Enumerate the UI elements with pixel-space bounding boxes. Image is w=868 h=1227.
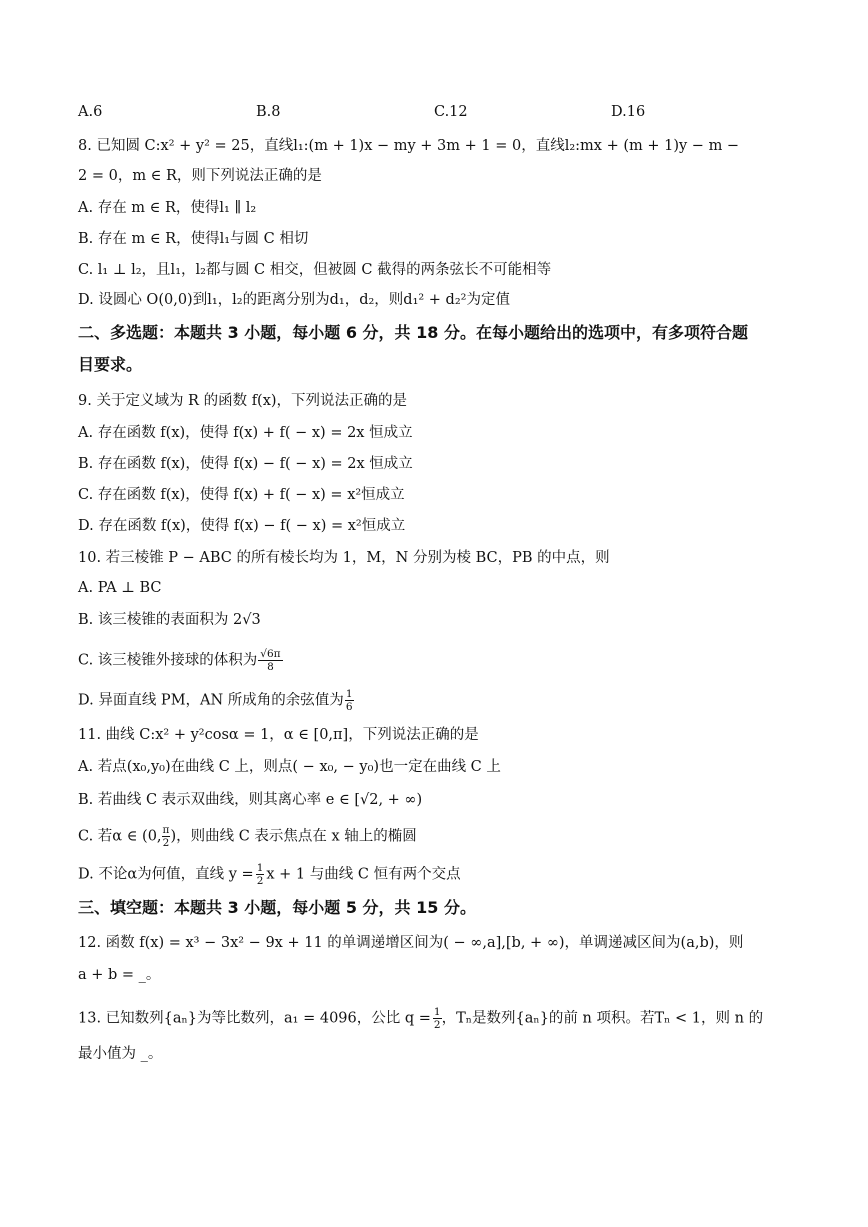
- fraction-denominator: 2: [433, 1019, 441, 1031]
- q10-option-b: B. 该三棱锥的表面积为 2√3: [78, 612, 261, 628]
- q11-option-b: B. 若曲线 C 表示双曲线，则其离心率 e ∈ [√2, + ∞): [78, 792, 423, 808]
- q11-option-d-pre: D. 不论α为何值，直线 y =: [78, 866, 254, 883]
- section2-heading-line2: 目要求。: [78, 355, 143, 374]
- fraction-numerator: 1: [256, 862, 264, 874]
- fraction-denominator: 6: [345, 701, 353, 713]
- q8-option-a: A. 存在 m ∈ R，使得l₁ ∥ l₂: [78, 200, 257, 216]
- q8-option-d: D. 设圆心 O(0,0)到l₁，l₂的距离分别为d₁，d₂，则d₁² + d₂²为定值: [78, 292, 510, 308]
- q11-stem: 11. 曲线 C:x² + y²cosα = 1，α ∈ [0,π]，下列说法正确的是: [78, 727, 479, 743]
- fraction-denominator: 2: [256, 875, 264, 887]
- q10-option-d-text: D. 异面直线 PM，AN 所成角的余弦值为: [78, 692, 344, 709]
- q10-option-c-text: C. 该三棱锥外接球的体积为: [78, 652, 258, 669]
- q7-option-c: C.12: [434, 104, 468, 120]
- q10-option-d: [78, 688, 354, 713]
- q9-option-a: A. 存在函数 f(x)，使得 f(x) + f( − x) = 2x 恒成立: [78, 425, 413, 441]
- q7-option-a: A.6: [78, 104, 103, 120]
- q11-option-d-post: x + 1 与曲线 C 恒有两个交点: [266, 866, 461, 883]
- q11-option-a: A. 若点(x₀,y₀)在曲线 C 上，则点( − x₀, − y₀)也一定在曲线 C 上: [78, 759, 501, 775]
- q7-option-d: D.16: [611, 104, 646, 120]
- q13-post: ，Tₙ是数列{aₙ}的前 n 项积。若Tₙ < 1，则 n 的: [441, 1010, 764, 1027]
- q11-option-d-fraction: [256, 862, 265, 887]
- q11-option-d: [78, 862, 461, 887]
- q13-pre: 13. 已知数列{aₙ}为等比数列，a₁ = 4096，公比 q =: [78, 1010, 431, 1027]
- q8-option-c: C. l₁ ⊥ l₂，且l₁，l₂都与圆 C 相交，但被圆 C 截得的两条弦长不可能相等: [78, 262, 552, 278]
- q8-stem-line1: 8. 已知圆 C:x² + y² = 25，直线l₁:(m + 1)x − my + 3m + 1 = 0，直线l₂:mx + (m + 1)y − m −: [78, 138, 740, 154]
- fraction-numerator: √6π: [260, 648, 281, 660]
- q13-line1: [78, 1006, 763, 1031]
- section2-heading-line1: 二、多选题：本题共 3 小题，每小题 6 分，共 18 分。在每小题给出的选项中，有多项符合题: [78, 323, 748, 342]
- q9-option-c: C. 存在函数 f(x)，使得 f(x) + f( − x) = x²恒成立: [78, 487, 405, 503]
- q11-option-c: [78, 824, 417, 849]
- q9-stem: 9. 关于定义域为 R 的函数 f(x)，下列说法正确的是: [78, 393, 408, 409]
- q10-stem: 10. 若三棱锥 P − ABC 的所有棱长均为 1，M，N 分别为棱 BC，PB 的中点，则: [78, 550, 610, 566]
- q9-option-b: B. 存在函数 f(x)，使得 f(x) − f( − x) = 2x 恒成立: [78, 456, 413, 472]
- q8-option-b: B. 存在 m ∈ R，使得l₁与圆 C 相切: [78, 231, 309, 247]
- q10-option-c-fraction: [258, 648, 282, 673]
- q12-line1: 12. 函数 f(x) = x³ − 3x² − 9x + 11 的单调递增区间为( − ∞,a],[b, + ∞)，单调递减区间为(a,b)，则: [78, 935, 744, 951]
- q13-line2: 最小值为 _。: [78, 1046, 163, 1062]
- q8-stem-line2: 2 = 0，m ∈ R，则下列说法正确的是: [78, 168, 322, 184]
- q10-option-d-fraction: [345, 688, 354, 713]
- section3-heading: 三、填空题：本题共 3 小题，每小题 5 分，共 15 分。: [78, 898, 476, 917]
- q13-fraction: [433, 1006, 442, 1031]
- fraction-numerator: 1: [345, 688, 353, 700]
- q7-option-b: B.8: [256, 104, 281, 120]
- fraction-denominator: 2: [162, 837, 170, 849]
- q11-option-c-pre: C. 若α ∈ (0,: [78, 828, 162, 845]
- q10-option-a: A. PA ⊥ BC: [78, 580, 162, 596]
- q12-line2: a + b = _。: [78, 967, 161, 983]
- fraction-numerator: 1: [433, 1006, 441, 1018]
- q10-option-c: [78, 648, 283, 673]
- q11-option-c-post: )，则曲线 C 表示焦点在 x 轴上的椭圆: [170, 828, 417, 845]
- fraction-numerator: π: [162, 824, 170, 836]
- fraction-denominator: 8: [267, 661, 274, 673]
- q9-option-d: D. 存在函数 f(x)，使得 f(x) − f( − x) = x²恒成立: [78, 518, 406, 534]
